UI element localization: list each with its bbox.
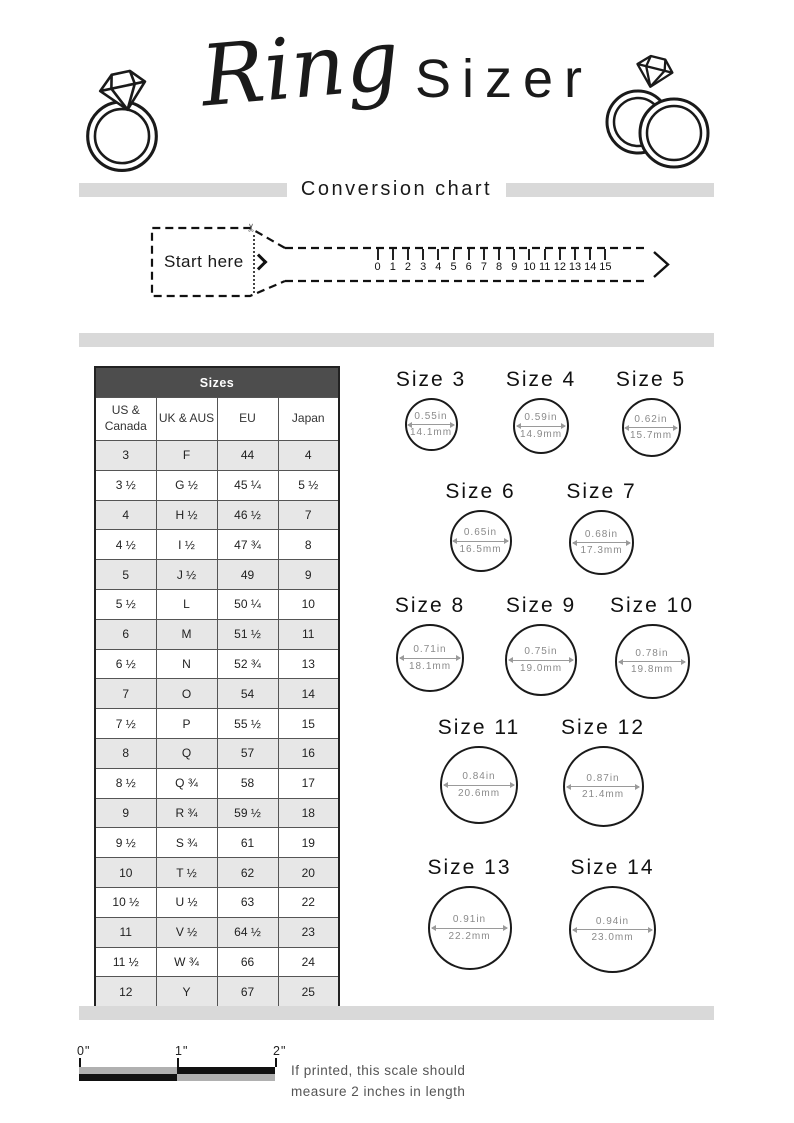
tick-number: 12 <box>553 261 566 273</box>
mm-value: 16.5mm <box>459 543 502 555</box>
size-label: Size 11 <box>437 716 521 739</box>
table-cell: 23 <box>278 917 339 947</box>
table-row <box>95 530 339 560</box>
scale-segment <box>177 1074 275 1081</box>
table-row <box>95 470 339 500</box>
tick-number: 5 <box>450 261 457 273</box>
table-cell: 6 <box>95 619 156 649</box>
table-cell: 45 ¼ <box>217 470 278 500</box>
table-cell: 10 <box>278 589 339 619</box>
table-cell: 5 <box>95 560 156 590</box>
ring-circle <box>505 624 577 696</box>
table-cell: 57 <box>217 738 278 768</box>
tick-number: 3 <box>420 261 427 273</box>
table-cell: 15 <box>278 709 339 739</box>
table-cell: N <box>156 649 217 679</box>
table-cell: 4 ½ <box>95 530 156 560</box>
table-cell: 10 <box>95 858 156 888</box>
circle-row <box>351 480 731 594</box>
ruler-tick-cell <box>567 249 582 273</box>
ring-circle <box>569 886 656 973</box>
table-cell: 14 <box>278 679 339 709</box>
column-header: Japan <box>278 398 339 441</box>
table-cell: 10 ½ <box>95 887 156 917</box>
table-cell: M <box>156 619 217 649</box>
inches-value: 0.91in <box>452 914 487 925</box>
ring-circle <box>563 746 644 827</box>
table-cell: 62 <box>217 858 278 888</box>
table-cell: 63 <box>217 887 278 917</box>
size-label: Size 4 <box>505 368 577 391</box>
scale-tick <box>177 1058 179 1067</box>
table-row <box>95 500 339 530</box>
size-label: Size 5 <box>615 368 687 391</box>
ruler-tick-cell <box>583 249 598 273</box>
tick-mark <box>392 249 394 260</box>
table-row <box>95 828 339 858</box>
table-cell: 9 <box>95 798 156 828</box>
diameter-arrow <box>408 424 454 425</box>
inches-value: 0.87in <box>586 772 620 784</box>
mm-value: 15.7mm <box>629 430 673 441</box>
table-cell: R ¾ <box>156 798 217 828</box>
inches-value: 0.94in <box>595 915 630 927</box>
ring-size-item <box>417 716 541 856</box>
scale-label: 1" <box>175 1044 189 1058</box>
table-title: Sizes <box>95 367 339 398</box>
inches-value: 0.84in <box>462 771 496 782</box>
table-row <box>95 560 339 590</box>
table-cell: 13 <box>278 649 339 679</box>
tick-number: 2 <box>404 261 412 273</box>
inches-value: 0.55in <box>414 410 448 422</box>
tick-mark <box>574 249 576 260</box>
inches-value: 0.59in <box>524 412 558 423</box>
table-cell: 66 <box>217 947 278 977</box>
mm-value: 22.2mm <box>448 930 491 942</box>
table-cell: L <box>156 589 217 619</box>
table-cell: V ½ <box>156 917 217 947</box>
ring-size-circles <box>351 368 731 1006</box>
tick-number: 0 <box>374 261 381 273</box>
tick-number: 13 <box>568 261 582 273</box>
divider-bar-top <box>79 333 714 347</box>
inches-value: 0.78in <box>635 647 669 659</box>
tick-mark <box>589 249 591 260</box>
table-row <box>95 887 339 917</box>
table-row <box>95 768 339 798</box>
ring-circle <box>615 624 690 699</box>
ring-size-item <box>541 716 665 856</box>
table-cell: 8 <box>278 530 339 560</box>
table-row <box>95 589 339 619</box>
table-cell: I ½ <box>156 530 217 560</box>
ruler-tick-cell <box>598 249 613 273</box>
table-cell: 55 ½ <box>217 709 278 739</box>
scale-label: 2" <box>273 1044 287 1058</box>
tick-number: 14 <box>584 261 597 273</box>
table-cell: 52 ¾ <box>217 649 278 679</box>
tick-number: 1 <box>389 261 396 273</box>
circle-row <box>351 716 731 856</box>
table-cell: U ½ <box>156 887 217 917</box>
tick-mark <box>437 249 439 260</box>
table-cell: 4 <box>278 441 339 471</box>
subtitle-bar-right <box>506 183 714 197</box>
ring-sizer-strip <box>150 222 690 302</box>
ring-circle <box>450 510 512 572</box>
table-row <box>95 441 339 471</box>
tick-mark <box>377 249 379 260</box>
table-cell: 67 <box>217 977 278 1007</box>
table-cell: J ½ <box>156 560 217 590</box>
ruler-tick-cell <box>461 249 476 273</box>
table-row <box>95 679 339 709</box>
inches-value: 0.65in <box>463 527 498 538</box>
inches-value: 0.75in <box>524 646 558 657</box>
circle-row <box>351 856 731 1006</box>
table-cell: 20 <box>278 858 339 888</box>
ring-size-item <box>597 594 708 716</box>
table-cell: Y <box>156 977 217 1007</box>
title-word-sizer: Sizer <box>414 49 593 109</box>
print-note-line1: If printed, this scale should <box>291 1063 466 1078</box>
ruler-tick-cell <box>537 249 552 273</box>
scale-label: 0" <box>77 1044 91 1058</box>
diameter-arrow <box>432 928 507 929</box>
table-cell: 19 <box>278 828 339 858</box>
table-cell: 6 ½ <box>95 649 156 679</box>
table-cell: 44 <box>217 441 278 471</box>
table-row <box>95 977 339 1007</box>
ruler-tick-cell <box>552 249 567 273</box>
mm-value: 14.1mm <box>409 427 453 438</box>
ruler-tick-cell <box>400 249 415 273</box>
table-cell: 3 <box>95 441 156 471</box>
table-cell: 11 ½ <box>95 947 156 977</box>
table-cell: P <box>156 709 217 739</box>
print-note-line2: measure 2 inches in length <box>291 1083 466 1099</box>
table-cell: W ¾ <box>156 947 217 977</box>
tick-mark <box>559 249 561 260</box>
table-cell: 64 ½ <box>217 917 278 947</box>
size-label: Size 8 <box>394 594 466 617</box>
ring-size-item <box>541 480 662 594</box>
table-cell: 12 <box>95 977 156 1007</box>
table-cell: F <box>156 441 217 471</box>
table-cell: 5 ½ <box>95 589 156 619</box>
table-cell: 7 <box>95 679 156 709</box>
ring-circle <box>513 398 569 454</box>
title-word-ring: Ring <box>197 10 403 126</box>
table-row <box>95 649 339 679</box>
start-here-label <box>164 252 265 272</box>
strip-arrow-tip <box>654 252 668 277</box>
size-label: Size 14 <box>570 856 655 879</box>
sizer-ruler <box>370 249 613 273</box>
cut-line <box>253 235 255 293</box>
table-cell: 4 <box>95 500 156 530</box>
ring-size-item <box>376 368 486 480</box>
size-label: Size 12 <box>560 716 646 739</box>
subtitle-row <box>79 178 714 201</box>
mm-value: 20.6mm <box>457 787 501 799</box>
table-cell: 3 ½ <box>95 470 156 500</box>
ring-circle <box>396 624 464 692</box>
table-row <box>95 917 339 947</box>
ring-circle <box>622 398 681 457</box>
table-cell: S ¾ <box>156 828 217 858</box>
table-cell: 11 <box>278 619 339 649</box>
ring-size-item <box>541 856 684 1006</box>
table-cell: 17 <box>278 768 339 798</box>
ruler-tick-cell <box>431 249 446 273</box>
size-table-body <box>95 441 339 1008</box>
mm-value: 18.1mm <box>408 660 452 672</box>
tick-mark <box>528 249 530 260</box>
mm-value: 23.0mm <box>591 932 634 943</box>
diameter-arrow <box>517 426 566 427</box>
table-cell: G ½ <box>156 470 217 500</box>
table-cell: 51 ½ <box>217 619 278 649</box>
ring-size-item <box>420 480 541 594</box>
table-cell: Q ¾ <box>156 768 217 798</box>
ruler-tick-cell <box>385 249 400 273</box>
size-conversion-table <box>94 366 340 1008</box>
scale-segment <box>177 1067 275 1074</box>
ring-size-item <box>398 856 541 1006</box>
ruler-tick-cell <box>370 249 385 273</box>
scissors-icon: ✂ <box>245 222 259 233</box>
tick-mark <box>483 249 485 260</box>
table-cell: 61 <box>217 828 278 858</box>
tick-mark <box>604 249 606 260</box>
ruler-tick-cell <box>492 249 507 273</box>
table-title-row <box>95 367 339 398</box>
ring-size-item <box>596 368 706 480</box>
tick-number: 11 <box>538 261 551 273</box>
table-row <box>95 798 339 828</box>
table-cell: 54 <box>217 679 278 709</box>
ruler-tick-cell <box>446 249 461 273</box>
scale-tick <box>275 1058 277 1067</box>
inches-value: 0.68in <box>584 528 619 540</box>
diameter-arrow <box>625 427 677 428</box>
tick-number: 6 <box>465 261 472 273</box>
inches-value: 0.62in <box>634 413 668 425</box>
circle-row <box>351 594 731 716</box>
table-cell: 22 <box>278 887 339 917</box>
table-cell: 59 ½ <box>217 798 278 828</box>
diameter-arrow <box>567 786 639 787</box>
tick-number: 9 <box>511 261 518 273</box>
tick-mark <box>453 249 455 260</box>
table-row <box>95 709 339 739</box>
table-cell: 8 ½ <box>95 768 156 798</box>
scale-bar <box>79 1067 275 1081</box>
column-header: US & Canada <box>95 398 156 441</box>
tick-number: 4 <box>435 261 442 273</box>
tick-number: 8 <box>496 261 503 273</box>
diameter-arrow <box>573 542 630 543</box>
table-row <box>95 947 339 977</box>
print-scale <box>79 1044 699 1104</box>
table-cell: 50 ¼ <box>217 589 278 619</box>
ring-circle <box>569 510 634 575</box>
table-cell: 7 ½ <box>95 709 156 739</box>
ring-circle <box>428 886 512 970</box>
table-cell: 7 <box>278 500 339 530</box>
table-cell: T ½ <box>156 858 217 888</box>
mm-value: 14.9mm <box>519 428 563 440</box>
mm-value: 19.0mm <box>519 662 563 674</box>
diameter-arrow <box>444 785 514 786</box>
size-label: Size 9 <box>505 594 577 617</box>
diameter-arrow <box>619 661 686 662</box>
table-cell: 18 <box>278 798 339 828</box>
subtitle-bar-left <box>79 183 287 197</box>
mm-value: 21.4mm <box>581 789 625 800</box>
column-header: EU <box>217 398 278 441</box>
ruler-tick-cell <box>416 249 431 273</box>
table-cell: 9 <box>278 560 339 590</box>
table-cell: O <box>156 679 217 709</box>
ruler-tick-cell <box>476 249 491 273</box>
divider-bar-bottom <box>79 1006 714 1020</box>
ruler-tick-cell <box>522 249 537 273</box>
size-label: Size 13 <box>427 856 512 879</box>
diameter-arrow <box>509 660 573 661</box>
table-cell: 16 <box>278 738 339 768</box>
ring-size-item <box>375 594 486 716</box>
ring-circle <box>440 746 518 824</box>
scale-segment <box>79 1074 177 1081</box>
tick-mark <box>544 249 546 260</box>
diameter-arrow <box>400 658 460 659</box>
table-cell: 8 <box>95 738 156 768</box>
mm-value: 19.8mm <box>630 664 674 675</box>
table-cell: 25 <box>278 977 339 1007</box>
print-note <box>291 1061 465 1103</box>
table-cell: Q <box>156 738 217 768</box>
tick-mark <box>407 249 409 260</box>
tick-number: 7 <box>480 261 487 273</box>
table-cell: 24 <box>278 947 339 977</box>
table-cell: 46 ½ <box>217 500 278 530</box>
diameter-arrow <box>453 541 508 542</box>
table-cell: 58 <box>217 768 278 798</box>
tick-mark <box>513 249 515 260</box>
ring-size-item <box>486 594 597 716</box>
ring-size-item <box>486 368 596 480</box>
tick-mark <box>468 249 470 260</box>
start-here-text: Start here <box>164 252 244 271</box>
tick-mark <box>498 249 500 260</box>
subtitle: Conversion chart <box>300 178 493 200</box>
table-cell: 9 ½ <box>95 828 156 858</box>
circle-row <box>351 368 731 480</box>
table-cell: 49 <box>217 560 278 590</box>
interlocked-rings-icon <box>598 48 713 175</box>
table-cell: 5 ½ <box>278 470 339 500</box>
size-label: Size 6 <box>445 480 516 503</box>
scale-segment <box>79 1067 177 1074</box>
tick-number: 10 <box>523 261 536 273</box>
inches-value: 0.71in <box>413 644 447 655</box>
tick-number: 15 <box>599 261 612 273</box>
mm-value: 17.3mm <box>580 545 623 556</box>
diameter-arrow <box>573 929 651 930</box>
table-cell: H ½ <box>156 500 217 530</box>
table-row <box>95 738 339 768</box>
ruler-tick-cell <box>507 249 522 273</box>
table-colheads <box>95 398 339 441</box>
column-header: UK & AUS <box>156 398 217 441</box>
scale-tick <box>79 1058 81 1067</box>
table-cell: 47 ¾ <box>217 530 278 560</box>
table-row <box>95 858 339 888</box>
size-label: Size 3 <box>395 368 467 391</box>
size-label: Size 10 <box>609 594 695 617</box>
table-row <box>95 619 339 649</box>
table-cell: 11 <box>95 917 156 947</box>
tick-mark <box>422 249 424 260</box>
size-label: Size 7 <box>566 480 637 503</box>
ring-circle <box>405 398 458 451</box>
